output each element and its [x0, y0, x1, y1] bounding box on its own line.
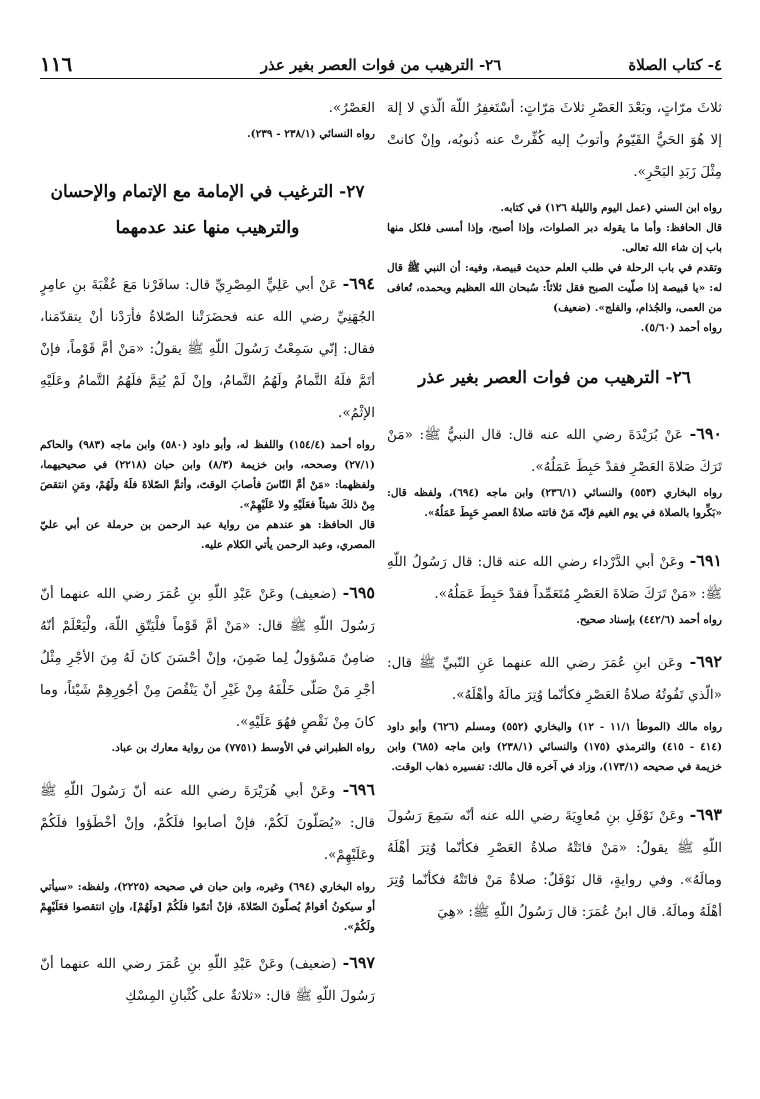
- running-title: ٢٦- الترهيب من فوات العصر بغير عذر: [260, 56, 502, 74]
- hadith-number: ٦٩١-: [689, 551, 722, 570]
- hadith-continuation: العَصْرُ».: [328, 100, 375, 116]
- source-note: رواه الطبراني في الأوسط (٧٧٥١) من رواية معارك بن عباد.: [111, 742, 375, 754]
- page-number: ١١٦: [40, 52, 73, 76]
- left-column: [40, 92, 375, 1082]
- hadith-694: ٦٩٤- عَنْ أبي عَلِيٍّ المِصْرِيِّ قال: سافَرْنا مَعَ عُقْبَةَ بنِ عامِرٍ الجُهَنِيِّ رضي الله عنه فحضَرَتْنا الصّلاةُ فأرَدْنا أنْ يتقدّمَنا، فقال: إنّي سَمِعْتُ رَسُولَ اللّهِ ﷺ يقولُ: «مَنْ أمَّ قَوْماً، فإنْ أتَمَّ فلَهُ التَّمامُ ولَهُمُ التَّمامُ، وإنْ لَمْ يُتِمَّ فلَهُمُ التَّمامُ وعَلَيْهِ الإثْمُ».: [40, 274, 375, 421]
- right-column: [387, 92, 722, 1082]
- source-note: رواه ابن السني (عمل اليوم والليلة ١٢٦) في كتابه.: [500, 202, 722, 214]
- hafiz-note: قال الحافظ: هو عندهم من رواية عبد الرحمن بن حرملة عن أبي عليّ المصري، وعبد الرحمن يأتي الكلام عليه.: [40, 519, 375, 551]
- hafiz-note: قال الحافظ: وأما ما يقوله دبر الصلوات، وإذا أصبح، وإذا أمسى فلكل منها باب إن شاء الله تعالى.: [387, 222, 722, 254]
- section-title-27-line2: والترهيب منها عند عدمهما: [115, 218, 300, 238]
- hadith-number: ٦٩٣-: [689, 805, 722, 824]
- source-note: رواه البخاري (٦٩٤) وغيره، وابن حبان في صحيحه (٢٢٢٥)، ولفظه: «سيأتي أو سيكونُ أقوامٌ يُصلّونَ الصّلاةَ، فإنْ أتمّوا فلَكُمْ [ولَهُمْ]، وإنِ انتقصوا فعَلَيْهِمْ ولَكُمْ».: [40, 881, 375, 933]
- hadith-697: ٦٩٧- (ضعيف) وعَنْ عَبْدِ اللّهِ بنِ عُمَرَ رضي الله عنهما أنّ رَسُولَ اللّهِ ﷺ قال: «ثلاثةٌ على كُثْبانِ المِسْكِ: [40, 953, 375, 1004]
- hadith-696: ٦٩٦- وعَنْ أبي هُرَيْرَةَ رضي الله عنه أنّ رَسُولَ اللّهِ ﷺ قال: «يُصَلّونَ لَكُمْ، فإنْ أصابوا فلَكُمْ، وإنْ أخْطَؤوا فلَكُمْ وعَلَيْهِمْ».: [40, 780, 375, 863]
- chapter-title: ٤- كتاب الصلاة: [628, 56, 722, 74]
- source-note: رواه أحمد (٥/٦٠).: [640, 322, 722, 334]
- section-title-27-line1: ٢٧- الترغيب في الإمامة مع الإتمام والإحسان: [50, 182, 365, 202]
- hadith-number: ٦٩٧-: [342, 953, 375, 972]
- hadith-number: ٦٩٦-: [342, 780, 375, 799]
- source-note: رواه أحمد (١٥٤/٤) واللفظ له، وأبو داود (٥٨٠) وابن ماجه (٩٨٣) والحاكم (٢٧/١) وصححه، وابن خزيمة (٨/٣) وابن حبان (٢٢١٨) في صحيحيهما، ولفظهما: «مَنْ أمَّ النّاسَ فأصابَ الوقتَ، وأتمَّ الصّلاةَ فلَهُ ولَهُمْ، ومَنِ انتقصَ مِنْ ذلكَ شيئاً فعَلَيْهِ ولا عَلَيْهِمْ».: [40, 439, 375, 511]
- header-rule: [40, 78, 722, 79]
- source-note: رواه النسائي (٢٣٨/١ - ٢٣٩).: [247, 128, 375, 140]
- hadith-number: ٦٩٤-: [342, 274, 375, 293]
- hadith-690: ٦٩٠- عَنْ بُرَيْدَةَ رضي الله عنه قال: قال النبيُّ ﷺ: «مَنْ تَرَكَ صَلاةَ العَصْرِ فقدْ حَبِطَ عَمَلُهُ».: [387, 424, 722, 475]
- hadith-692: ٦٩٢- وعَن ابنِ عُمَرَ رضي الله عنهما عَنِ النّبيِّ ﷺ قال: «الّذي تَفُوتُهُ صلاةُ العَصْرِ فكأنّما وُتِرَ مالَهُ وأهْلَهُ».: [387, 652, 722, 703]
- hadith-695: ٦٩٥- (ضعيف) وعَنْ عَبْدِ اللّهِ بنِ عُمَرَ رضي الله عنهما أنّ رَسُولَ اللّهِ ﷺ قال: «مَنْ أمَّ قَوْماً فلْيَتّقِ اللّهَ، ولْيَعْلَمْ أنّهُ ضامِنٌ مَسْؤولٌ لِما ضَمِنَ، وإنْ أحْسَنَ كانَ لَهُ مِنَ الأجْرِ مِثْلُ أجْرِ مَنْ صَلّى خَلْفَهُ مِنْ غَيْرِ أنْ يَنْقُصَ مِنْ أجُورِهِمْ شَيْئاً، وما كانَ مِنْ نَقْصٍ فهُوَ عَلَيْهِ».: [40, 583, 375, 730]
- section-title-26: ٢٦- الترهيب من فوات العصر بغير عذر: [418, 368, 691, 388]
- page-header: [40, 52, 722, 80]
- hadith-number: ٦٩٠-: [689, 424, 722, 443]
- hadith-continuation: ثلاثَ مرّاتٍ، وبَعْدَ العَصْرِ ثلاثَ مَرّاتٍ: أسْتَغفِرُ اللّهَ الّذي لا إلهَ إلا هُوَ الحَيُّ القَيّومُ وأتوبُ إليه كُفِّرتْ عنه ذُنوبُه، وإنْ كانتْ مِثْلَ زَبَدِ البَحْرِ».: [387, 100, 722, 180]
- hadith-693: ٦٩٣- وعَنْ نَوْفَلِ بنِ مُعاوِيَةَ رضي الله عنه أنّه سَمِعَ رَسُولَ اللّهِ ﷺ يقولُ: «مَنْ فاتَتْهُ صلاةُ العَصْرِ فكأنّما وُتِرَ أهْلَهُ ومالَهُ». وفي روايةٍ، قال نَوْفَلٌ: صلاةٌ مَنْ فاتَتْهُ فكأنّما وُتِرَ أهْلَهُ ومالَهُ. قال ابنُ عُمَرَ: قال رَسُولُ اللّهِ ﷺ: «هِيَ: [387, 805, 722, 920]
- hadith-number: ٦٩٥-: [342, 583, 375, 602]
- cross-reference-note: وتقدم في باب الرحلة في طلب العلم حديث قبيصة، وفيه: أن النبي ﷺ قال له: «يا قبيصة إذا صلّيت الصبح فقل ثلاثاً: سُبحان الله العظيم وبحمده، تُعافى من العمى، والجُذام، والفلج». (ضعيف): [387, 262, 722, 314]
- source-note: رواه مالك (الموطأ ١١/١ - ١٢) والبخاري (٥٥٢) ومسلم (٦٢٦) وأبو داود (٤١٤ - ٤١٥) والترمذي (١٧٥) والنسائي (٢٣٨/١) وابن ماجه (٦٨٥) وابن خزيمة في صحيحه (١٧٣/١)، وزاد في آخره قال مالك: تفسيره ذهاب الوقت.: [387, 721, 722, 773]
- source-note: رواه البخاري (٥٥٣) والنسائي (٢٣٦/١) وابن ماجه (٦٩٤)، ولفظه قال: «بَكِّروا بالصلاة في يوم الغيم فإنّه مَنْ فاتته صلاةُ العصرِ حَبِطَ عَمَلُهُ».: [387, 487, 722, 519]
- hadith-691: ٦٩١- وعَنْ أبي الدَّرْداء رضي الله عنه قال: قال رَسُولُ اللّهِ ﷺ: «مَنْ تَرَكَ صَلاةَ العَصْرِ مُتَعَمِّداً فقدْ حَبِطَ عَمَلُهُ».: [387, 551, 722, 602]
- hadith-number: ٦٩٢-: [689, 652, 722, 671]
- source-note: رواه أحمد (٤٤٢/٦) بإسناد صحيح.: [576, 614, 722, 626]
